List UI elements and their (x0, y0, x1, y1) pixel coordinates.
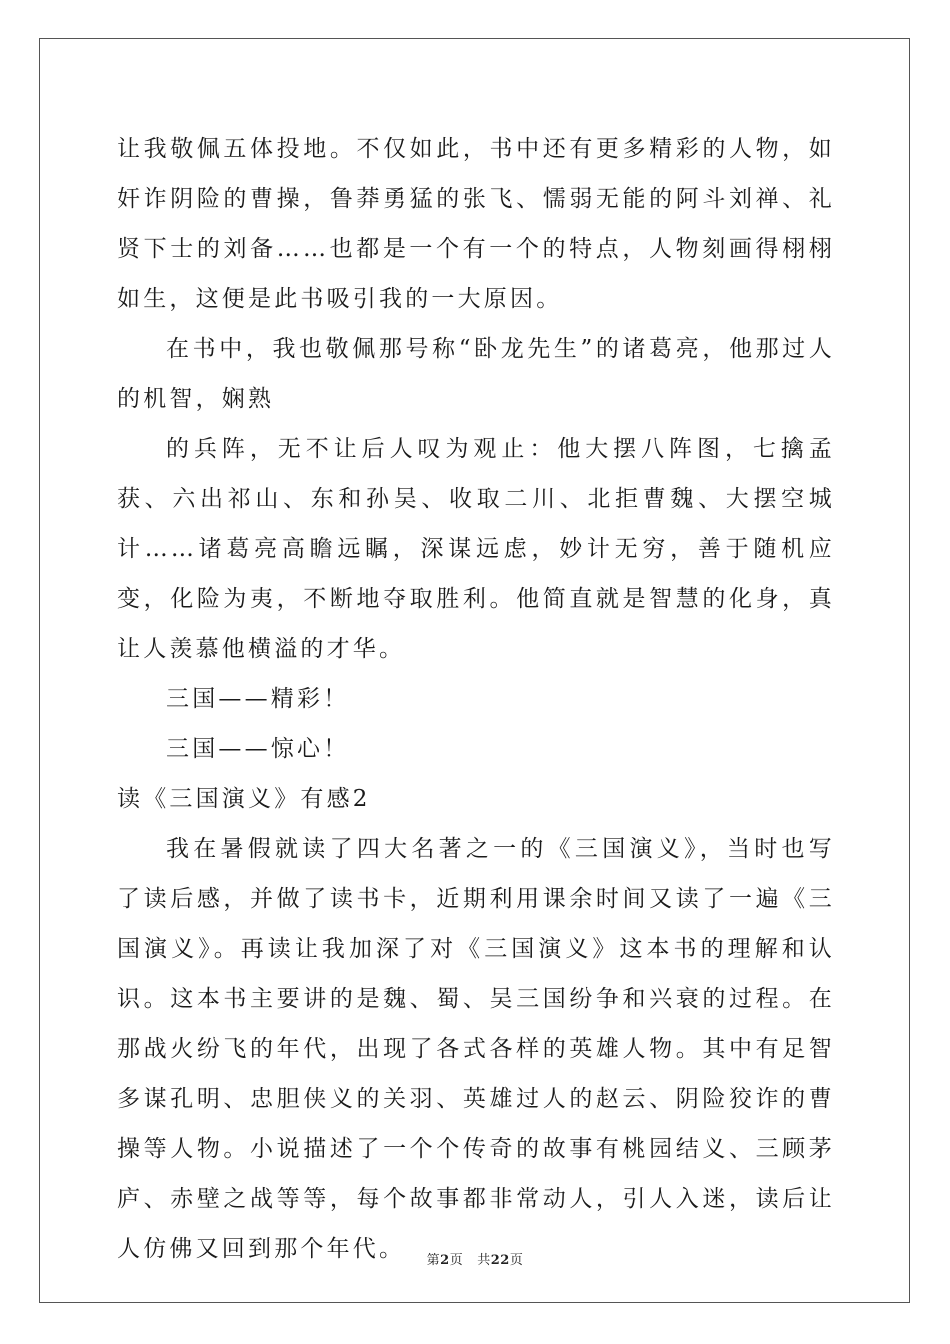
page-suffix: 页 (449, 1253, 464, 1268)
page-number: 2 (440, 1253, 450, 1268)
section-heading: 读《三国演义》有感2 (117, 786, 371, 812)
paragraph-2: 在书中，我也敬佩那号称“卧龙先生”的诸葛亮，他那过人的机智，娴熟 (117, 336, 835, 412)
total-pages: 22 (490, 1253, 510, 1268)
document-body (117, 124, 835, 1274)
page-prefix: 第 (426, 1253, 441, 1268)
paragraph-1: 让我敬佩五体投地。不仅如此，书中还有更多精彩的人物，如奸诈阴险的曹操，鲁莽勇猛的张飞、懦弱无能的阿斗刘禅、礼贤下士的刘备……也都是一个有一个的特点，人物刻画得栩栩如生，这便是此书吸引我的一大原因。 (117, 136, 835, 312)
paragraph-4: 三国——精彩！ (166, 686, 350, 712)
paragraph-6: 我在暑假就读了四大名著之一的《三国演义》，当时也写了读后感，并做了读书卡，近期利用课余时间又读了一遍《三国演义》。再读让我加深了对《三国演义》这本书的理解和认识。这本书主要讲的是魏、蜀、吴三国纷争和兴衰的过程。在那战火纷飞的年代，出现了各式各样的英雄人物。其中有足智多谋孔明、忠胆侠义的关羽、英雄过人的赵云、阴险狡诈的曹操等人物。小说描述了一个个传奇的故事有桃园结义、三顾茅庐、赤壁之战等等，每个故事都非常动人，引人入迷，读后让人仿佛又回到那个年代。 (117, 836, 835, 1262)
paragraph-3: 的兵阵，无不让后人叹为观止：他大摆八阵图，七擒孟获、六出祁山、东和孙吴、收取二川、北拒曹魏、大摆空城计……诸葛亮高瞻远瞩，深谋远虑，妙计无穷，善于随机应变，化险为夷，不断地夺取胜利。他简直就是智慧的化身，真让人羡慕他横溢的才华。 (117, 436, 835, 662)
total-prefix: 共 (477, 1253, 491, 1268)
paragraph-5: 三国——惊心！ (166, 736, 350, 762)
total-suffix: 页 (509, 1253, 524, 1268)
page-footer (0, 1249, 950, 1268)
